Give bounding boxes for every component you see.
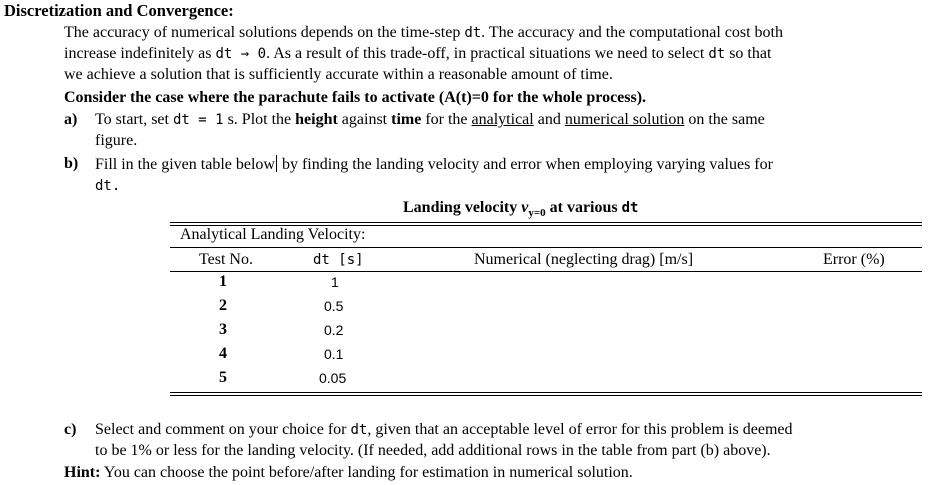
header-error: Error (%) xyxy=(823,251,885,268)
hint-label: Hint: xyxy=(64,464,101,481)
dt-expression: dt = 1 xyxy=(172,112,224,128)
numerical-solution-term: numerical solution xyxy=(564,111,685,128)
dt-variable: dt xyxy=(464,25,482,41)
intro-line-2 xyxy=(64,43,771,65)
part-b-line-1: Fill in the given table below by finding the landing velocity and error when employing varying values for xyxy=(95,156,773,173)
intro-text: The accuracy of numerical solutions depends on the time-step xyxy=(64,24,465,41)
analytical-term: analytical xyxy=(471,111,534,128)
table-row-dt-value: 0.1 xyxy=(324,346,344,362)
table-header-divider xyxy=(170,271,922,272)
table-divider xyxy=(170,247,922,248)
part-c-line-2: to be 1% or less for the landing velocity. (If needed, add additional rows in the table from part (b) above). xyxy=(95,442,771,459)
header-numerical: Numerical (neglecting drag) [m/s] xyxy=(474,251,694,268)
case-statement: Consider the case where the parachute fails to activate (A(t)=0 for the whole process). xyxy=(64,89,647,106)
part-c-label: c) xyxy=(64,421,77,438)
hint-text: You can choose the point before/after landing for estimation in numerical solution. xyxy=(100,464,633,481)
velocity-subscript: y=0 xyxy=(528,207,546,220)
intro-text: . The accuracy and the computational cost both xyxy=(481,24,783,41)
table-row-dt-value: 1 xyxy=(331,274,339,290)
part-a-line-2: figure. xyxy=(95,132,138,149)
analytical-velocity-label: Analytical Landing Velocity: xyxy=(180,226,366,243)
table-caption: Landing velocity $v_{y=0}$ at various dt xyxy=(403,199,639,220)
table-row-test-number: 3 xyxy=(219,321,227,338)
table-row-test-number: 1 xyxy=(219,273,227,290)
header-dt: dt [s] xyxy=(313,252,364,268)
table-bottom-border xyxy=(170,392,922,393)
text-cursor xyxy=(276,155,277,172)
dt-variable: dt xyxy=(621,200,639,216)
part-b-label: b) xyxy=(64,155,79,172)
hint xyxy=(64,464,633,482)
velocity-symbol: v xyxy=(521,199,529,216)
intro-text: so that xyxy=(725,45,772,62)
time-term: time xyxy=(391,111,422,128)
table-row-dt-value: 0.2 xyxy=(324,322,344,338)
table-row-test-number: 2 xyxy=(219,297,227,314)
dt-limit-expression: dt → 0 xyxy=(215,46,267,62)
dt-variable: dt xyxy=(708,46,726,62)
part-a-line-1: To start, set dt = 1 s. Plot the height against time for the analytical and numerical solution on the same xyxy=(95,111,765,128)
part-c-line-1: Select and comment on your choice for dt, given that an acceptable level of error for this problem is deemed xyxy=(95,421,793,438)
section-title: Discretization and Convergence: xyxy=(4,1,234,20)
intro-line-1 xyxy=(64,22,783,44)
part-a-label: a) xyxy=(64,111,78,128)
height-term: height xyxy=(295,111,338,128)
header-test-no: Test No. xyxy=(199,251,253,268)
table-top-border xyxy=(170,222,922,223)
intro-text: increase indefinitely as xyxy=(64,45,216,62)
table-row-dt-value: 0.05 xyxy=(319,370,347,386)
part-b-line-2: dt. xyxy=(95,178,121,194)
dt-variable: dt xyxy=(350,422,368,438)
table-row-test-number: 5 xyxy=(219,369,227,386)
table-row-dt-value: 0.5 xyxy=(324,298,344,314)
intro-line-3: we achieve a solution that is sufficiently accurate within a reasonable amount of time. xyxy=(64,66,613,83)
intro-text: . As a result of this trade-off, in practical situations we need to select xyxy=(266,45,709,62)
table-row-test-number: 4 xyxy=(219,345,227,362)
table-bottom-border-2 xyxy=(170,395,922,396)
